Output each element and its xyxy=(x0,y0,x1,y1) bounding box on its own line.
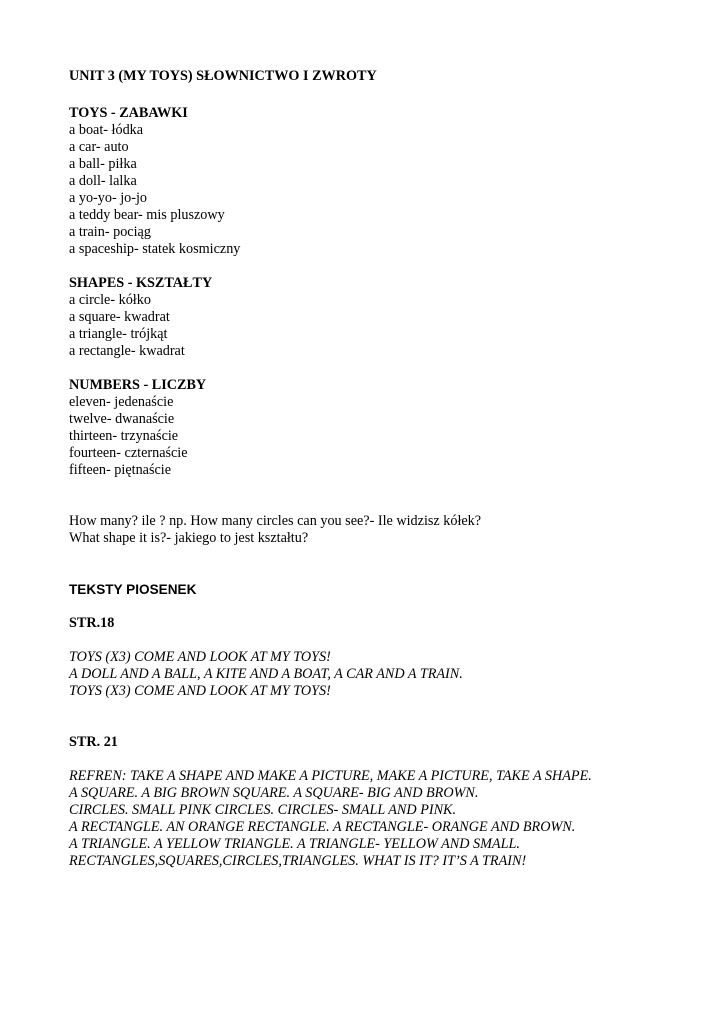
lyric-line: A RECTANGLE. AN ORANGE RECTANGLE. A RECTANGLE- ORANGE AND BROWN. xyxy=(69,819,576,835)
questions-section xyxy=(69,513,689,547)
lyric-line: REFREN: TAKE A SHAPE AND MAKE A PICTURE, MAKE A PICTURE, TAKE A SHAPE. xyxy=(69,768,592,784)
shapes-section xyxy=(69,275,689,360)
vocab-item: a car- auto xyxy=(69,139,129,155)
vocab-item: a rectangle- kwadrat xyxy=(69,343,185,359)
song-lyrics xyxy=(69,768,689,870)
song-lyrics xyxy=(69,649,689,700)
song-heading: STR. 21 xyxy=(69,734,118,750)
vocab-item: a ball- piłka xyxy=(69,156,137,172)
vocab-item: a square- kwadrat xyxy=(69,309,170,325)
lyric-line: TOYS (X3) COME AND LOOK AT MY TOYS! xyxy=(69,649,331,665)
question-line: What shape it is?- jakiego to jest kształtu? xyxy=(69,530,309,546)
lyric-line: RECTANGLES,SQUARES,CIRCLES,TRIANGLES. WHAT IS IT? IT’S A TRAIN! xyxy=(69,853,527,869)
lyric-line: CIRCLES. SMALL PINK CIRCLES. CIRCLES- SMALL AND PINK. xyxy=(69,802,457,818)
lyric-line: A SQUARE. A BIG BROWN SQUARE. A SQUARE- BIG AND BROWN. xyxy=(69,785,479,801)
vocab-item: a spaceship- statek kosmiczny xyxy=(69,241,241,257)
vocab-item: a triangle- trójkąt xyxy=(69,326,168,342)
vocab-item: a yo-yo- jo-jo xyxy=(69,190,148,206)
vocab-item: a circle- kółko xyxy=(69,292,151,308)
numbers-section xyxy=(69,377,689,479)
song-str21 xyxy=(69,734,689,870)
song-str18 xyxy=(69,615,689,700)
numbers-heading: NUMBERS - LICZBY xyxy=(69,377,207,393)
toys-section xyxy=(69,105,689,258)
vocab-item: a boat- łódka xyxy=(69,122,144,138)
vocab-item: a doll- lalka xyxy=(69,173,137,189)
shapes-heading: SHAPES - KSZTAŁTY xyxy=(69,275,213,291)
document-page xyxy=(69,68,689,870)
lyric-line: TOYS (X3) COME AND LOOK AT MY TOYS! xyxy=(69,683,331,699)
vocab-item: thirteen- trzynaście xyxy=(69,428,179,444)
song-heading: STR.18 xyxy=(69,615,115,631)
page-title: UNIT 3 (MY TOYS) SŁOWNICTWO I ZWROTY xyxy=(69,68,377,84)
question-line: How many? ile ? np. How many circles can you see?- Ile widzisz kółek? xyxy=(69,513,482,529)
vocab-item: a train- pociąg xyxy=(69,224,151,240)
vocab-item: twelve- dwanaście xyxy=(69,411,175,427)
lyric-line: A DOLL AND A BALL, A KITE AND A BOAT, A CAR AND A TRAIN. xyxy=(69,666,463,682)
toys-heading: TOYS - ZABAWKI xyxy=(69,105,188,121)
songs-title: TEKSTY PIOSENEK xyxy=(69,582,197,597)
lyric-line: A TRIANGLE. A YELLOW TRIANGLE. A TRIANGLE- YELLOW AND SMALL. xyxy=(69,836,520,852)
vocab-item: a teddy bear- mis pluszowy xyxy=(69,207,225,223)
vocab-item: fourteen- czternaście xyxy=(69,445,188,461)
vocab-item: fifteen- piętnaście xyxy=(69,462,172,478)
vocab-item: eleven- jedenaście xyxy=(69,394,174,410)
